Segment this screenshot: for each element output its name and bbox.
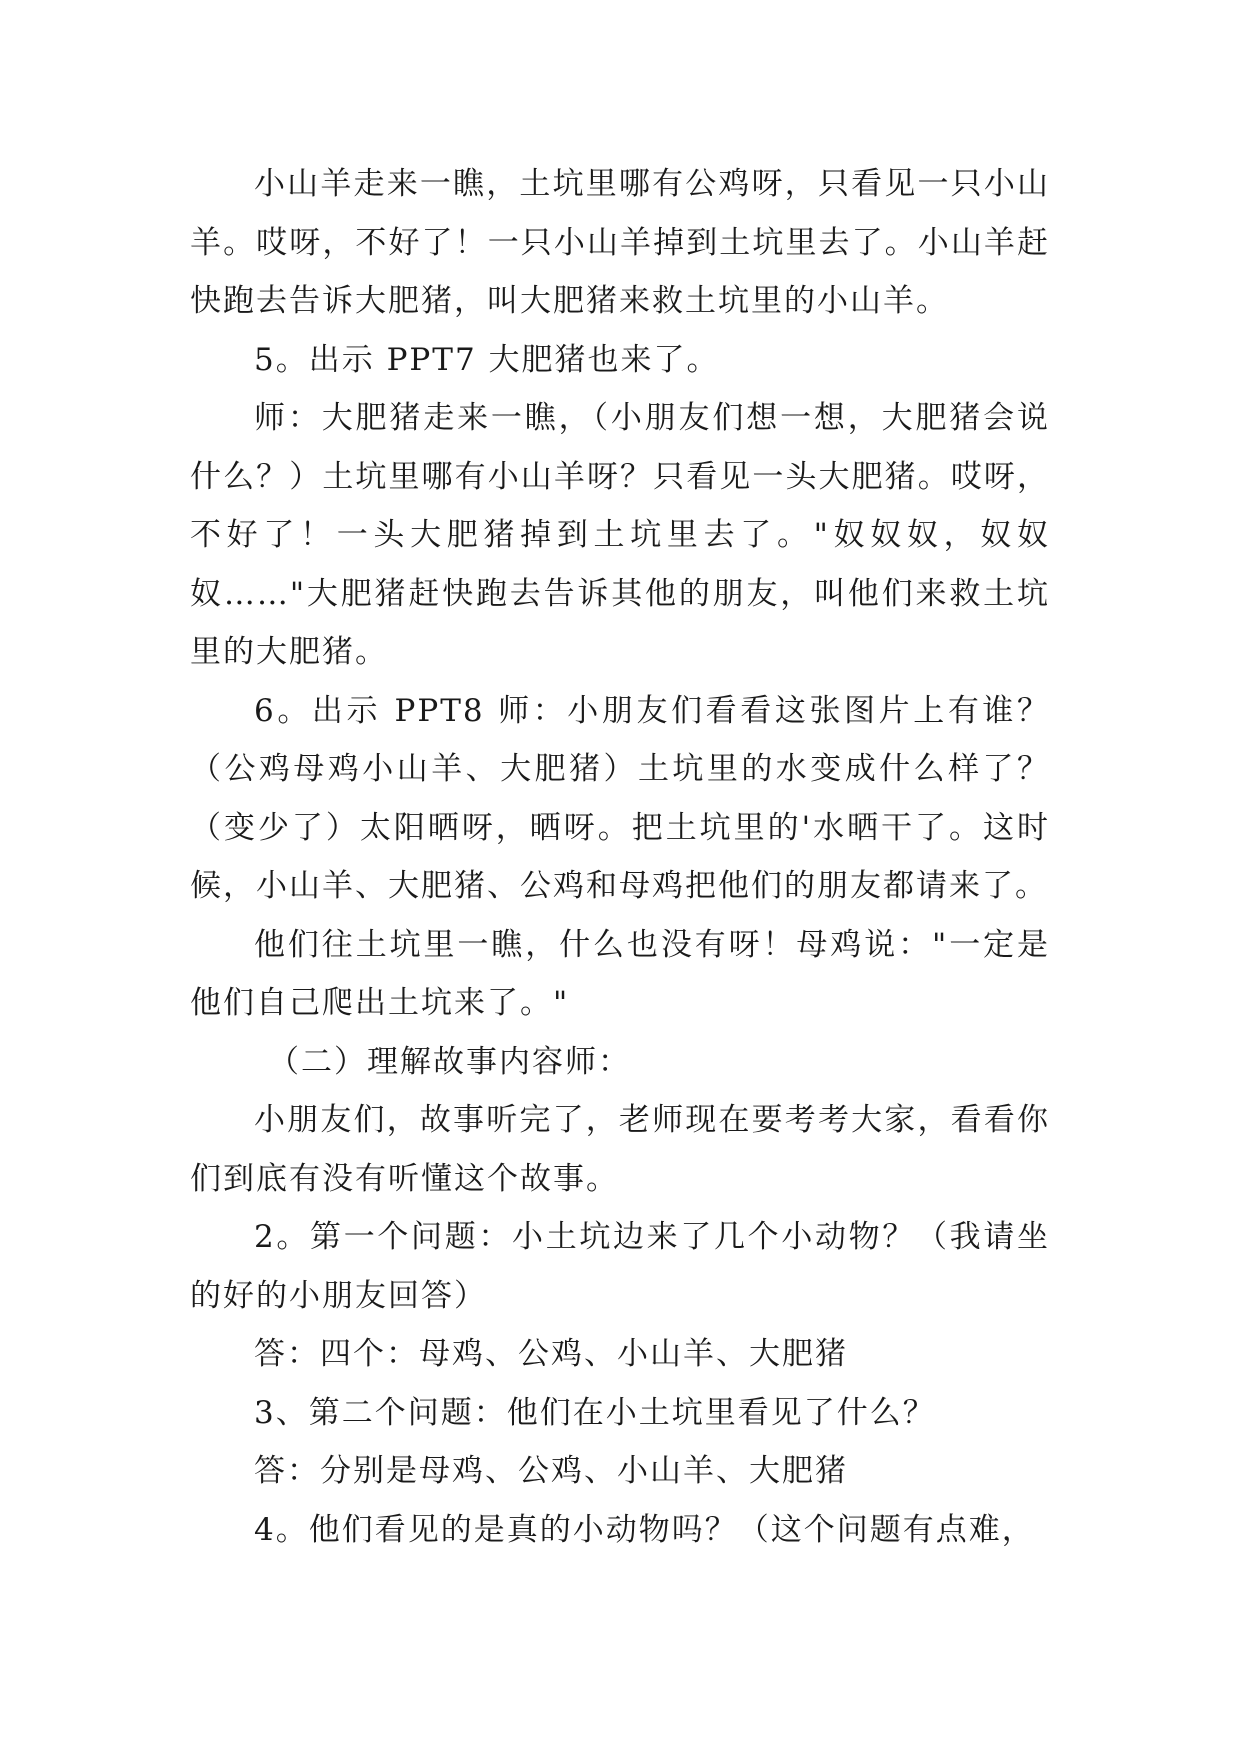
paragraph-8: 2。第一个问题：小土坑边来了几个小动物？（我请坐的好的小朋友回答） [190, 1219, 1050, 1314]
section-heading: （二）理解故事内容师： [268, 1043, 631, 1080]
document-body [190, 155, 1050, 1559]
paragraph-7: 小朋友们，故事听完了，老师现在要考考大家，看看你们到底有没有听懂这个故事。 [190, 1102, 1050, 1197]
paragraph-10: 3、第二个问题：他们在小土坑里看见了什么？ [254, 1394, 936, 1431]
paragraph-5: 他们往土坑里一瞧，什么也没有呀！母鸡说："一定是他们自己爬出土坑来了。" [190, 926, 1050, 1021]
paragraph-12: 4。他们看见的是真的小动物吗？（这个问题有点难， [254, 1511, 1035, 1548]
paragraph-11: 答：分别是母鸡、公鸡、小山羊、大肥猪 [254, 1453, 848, 1489]
paragraph-1: 小山羊走来一瞧，土坑里哪有公鸡呀，只看见一只小山羊。哎呀，不好了！一只小山羊掉到土坑里去了。小山羊赶快跑去告诉大肥猪，叫大肥猪来救土坑里的小山羊。 [190, 166, 1050, 319]
paragraph-9: 答：四个：母鸡、公鸡、小山羊、大肥猪 [254, 1336, 848, 1372]
paragraph-2: 5。出示 PPT7 大肥猪也来了。 [254, 341, 720, 378]
paragraph-4: 6。出示 PPT8 师：小朋友们看看这张图片上有谁？（公鸡母鸡小山羊、大肥猪）土坑里的水变成什么样了？（变少了）太阳晒呀，晒呀。把土坑里的'水晒干了。这时候，小山羊、大肥猪、公鸡和母鸡把他们的朋友都请来了。 [190, 692, 1050, 904]
paragraph-3: 师：大肥猪走来一瞧，（小朋友们想一想，大肥猪会说什么？）土坑里哪有小山羊呀？只看见一头大肥猪。哎呀，不好了！一头大肥猪掉到土坑里去了。"奴奴奴，奴奴奴……"大肥猪赶快跑去告诉其他的朋友，叫他们来救土坑里的大肥猪。 [190, 400, 1050, 670]
